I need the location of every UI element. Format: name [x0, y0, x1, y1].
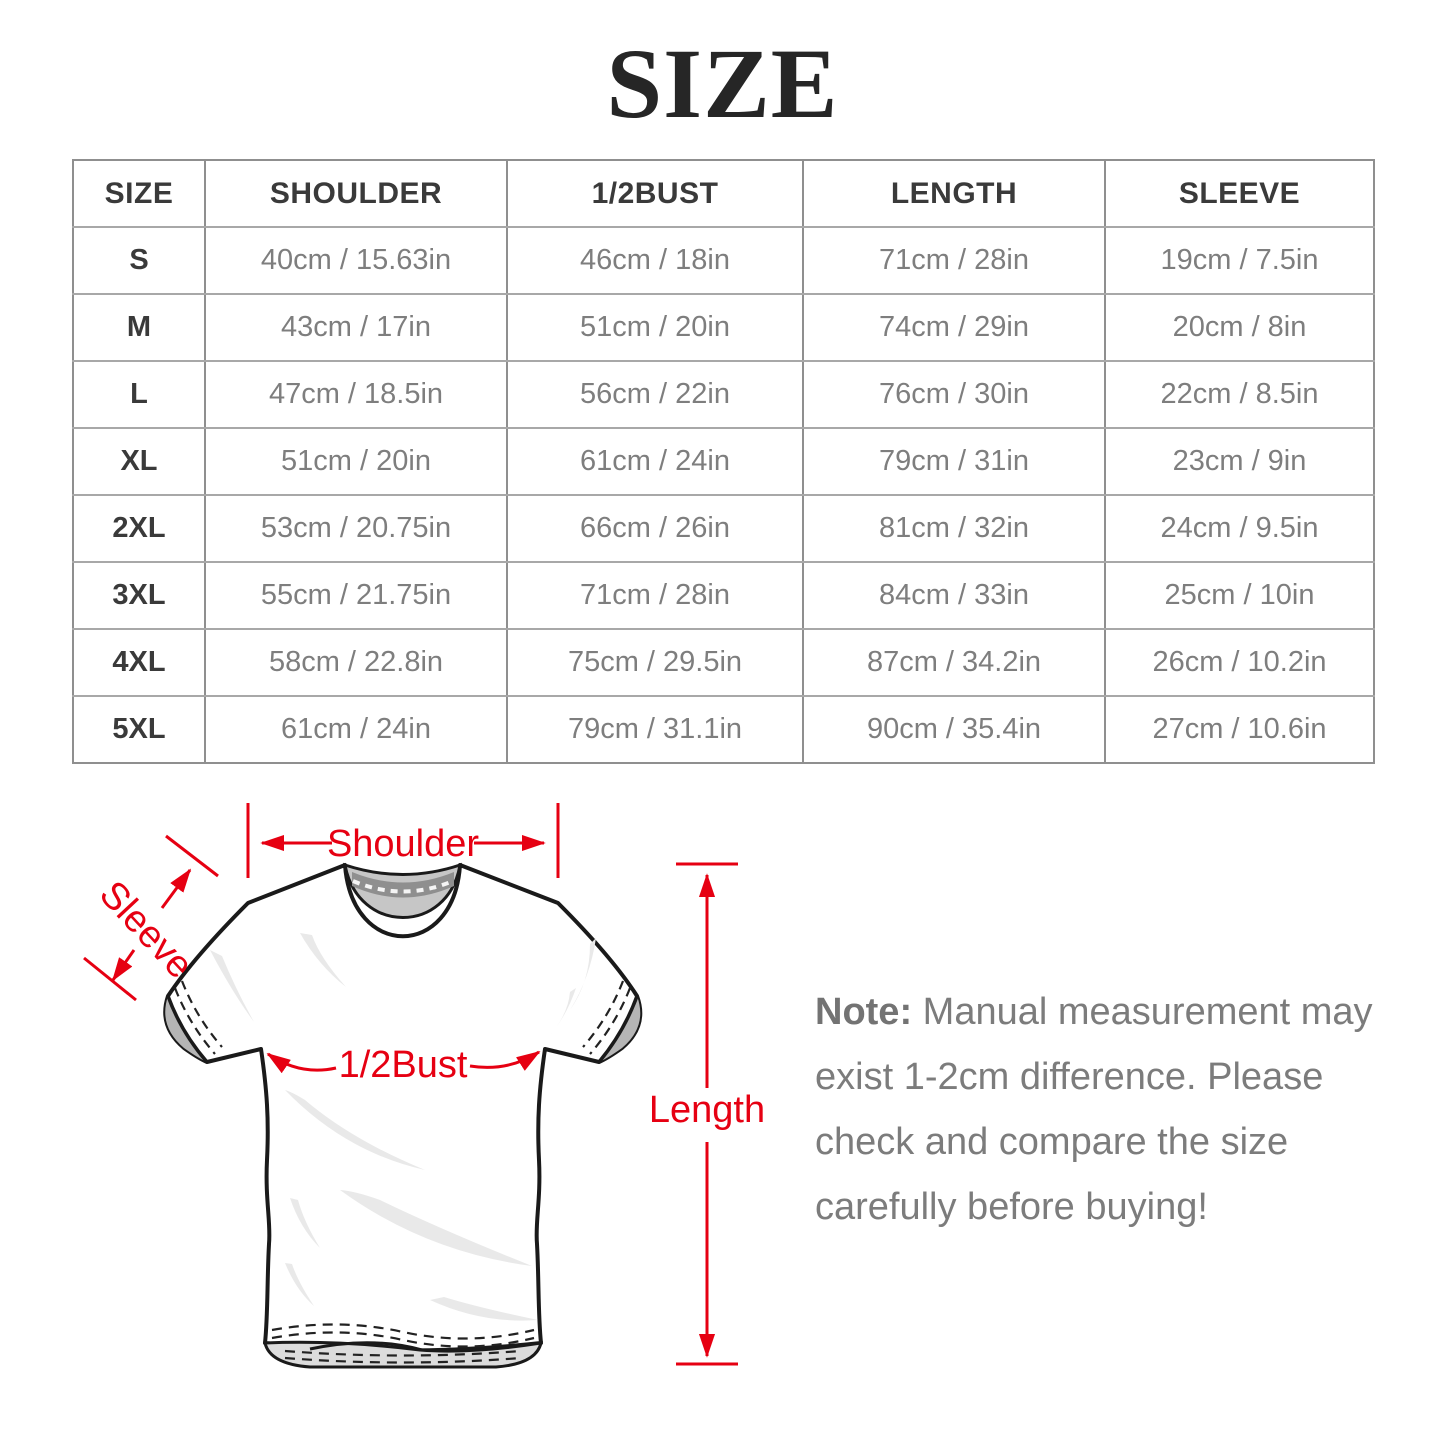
cell-sleeve: 22cm / 8.5in — [1105, 361, 1374, 428]
cell-bust: 71cm / 28in — [507, 562, 803, 629]
note-line: carefully before buying! — [815, 1186, 1208, 1228]
cell-bust: 75cm / 29.5in — [507, 629, 803, 696]
table-row — [73, 495, 1374, 562]
cell-sleeve: 20cm / 8in — [1105, 294, 1374, 361]
measurement-note — [815, 980, 1375, 1240]
cell-sleeve: 23cm / 9in — [1105, 428, 1374, 495]
cell-length: 74cm / 29in — [803, 294, 1105, 361]
cell-shoulder: 55cm / 21.75in — [205, 562, 507, 629]
table-row — [73, 562, 1374, 629]
cell-bust: 56cm / 22in — [507, 361, 803, 428]
cell-shoulder: 47cm / 18.5in — [205, 361, 507, 428]
table-row — [73, 361, 1374, 428]
cell-size: 3XL — [73, 562, 205, 629]
cell-sleeve: 26cm / 10.2in — [1105, 629, 1374, 696]
cell-bust: 61cm / 24in — [507, 428, 803, 495]
size-table — [72, 159, 1375, 764]
cell-length: 76cm / 30in — [803, 361, 1105, 428]
shoulder-dimension-label: Shoulder — [326, 823, 480, 865]
note-line: check and compare the size — [815, 1121, 1289, 1163]
tshirt-illustration — [165, 865, 640, 1367]
sleeve-dimension-label: Sleeve — [91, 873, 201, 987]
col-header-bust: 1/2BUST — [507, 160, 803, 227]
cell-bust: 66cm / 26in — [507, 495, 803, 562]
cell-bust: 79cm / 31.1in — [507, 696, 803, 763]
length-dimension-label: Length — [648, 1089, 766, 1131]
cell-length: 90cm / 35.4in — [803, 696, 1105, 763]
cell-size: 2XL — [73, 495, 205, 562]
note-line — [815, 980, 1375, 1045]
cell-sleeve: 24cm / 9.5in — [1105, 495, 1374, 562]
cell-size: XL — [73, 428, 205, 495]
table-row — [73, 294, 1374, 361]
cell-length: 87cm / 34.2in — [803, 629, 1105, 696]
table-row — [73, 227, 1374, 294]
col-header-length: LENGTH — [803, 160, 1105, 227]
cell-length: 71cm / 28in — [803, 227, 1105, 294]
col-header-shoulder: SHOULDER — [205, 160, 507, 227]
cell-shoulder: 53cm / 20.75in — [205, 495, 507, 562]
cell-size: M — [73, 294, 205, 361]
cell-shoulder: 61cm / 24in — [205, 696, 507, 763]
table-row — [73, 428, 1374, 495]
note-label: Note: — [815, 991, 913, 1033]
cell-length: 84cm / 33in — [803, 562, 1105, 629]
cell-length: 79cm / 31in — [803, 428, 1105, 495]
cell-length: 81cm / 32in — [803, 495, 1105, 562]
table-row — [73, 696, 1374, 763]
cell-sleeve: 19cm / 7.5in — [1105, 227, 1374, 294]
cell-bust: 51cm / 20in — [507, 294, 803, 361]
page-title: SIZE — [606, 28, 839, 139]
cell-shoulder: 40cm / 15.63in — [205, 227, 507, 294]
cell-shoulder: 43cm / 17in — [205, 294, 507, 361]
col-header-sleeve: SLEEVE — [1105, 160, 1374, 227]
table-header-row — [73, 160, 1374, 227]
cell-size: 4XL — [73, 629, 205, 696]
col-header-size: SIZE — [73, 160, 205, 227]
cell-bust: 46cm / 18in — [507, 227, 803, 294]
cell-size: S — [73, 227, 205, 294]
cell-shoulder: 58cm / 22.8in — [205, 629, 507, 696]
cell-sleeve: 25cm / 10in — [1105, 562, 1374, 629]
bust-dimension-label: 1/2Bust — [338, 1044, 468, 1086]
cell-shoulder: 51cm / 20in — [205, 428, 507, 495]
cell-size: 5XL — [73, 696, 205, 763]
note-line-text: Manual measurement may — [922, 991, 1373, 1033]
cell-sleeve: 27cm / 10.6in — [1105, 696, 1374, 763]
note-line: exist 1-2cm difference. Please — [815, 1056, 1324, 1098]
cell-size: L — [73, 361, 205, 428]
table-row — [73, 629, 1374, 696]
